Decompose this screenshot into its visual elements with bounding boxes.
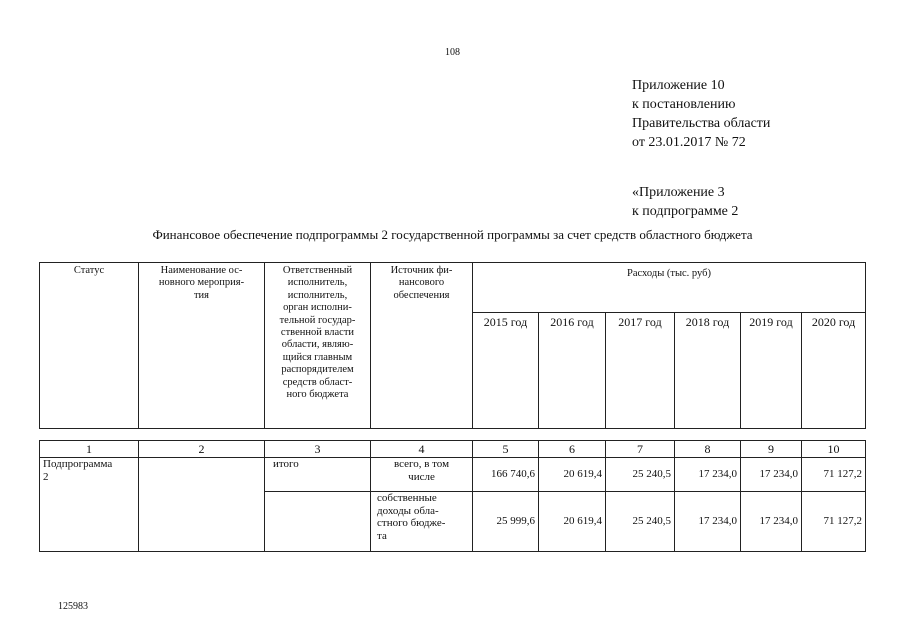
cell-value: 166 740,6: [473, 458, 539, 492]
header-year: 2017 год: [606, 313, 675, 429]
header-year: 2018 год: [675, 313, 741, 429]
cell-responsible: [265, 492, 371, 552]
column-number: 9: [741, 441, 802, 458]
appendix-line: Приложение 10: [632, 78, 725, 93]
appendix-line: к постановлению: [632, 97, 736, 112]
financing-table-header: [39, 262, 866, 429]
header-expenses: Расходы (тыс. руб): [473, 263, 866, 313]
column-number: 8: [675, 441, 741, 458]
column-number: 3: [265, 441, 371, 458]
header-year: 2019 год: [741, 313, 802, 429]
cell-event-name: [139, 458, 265, 552]
column-number: 4: [371, 441, 473, 458]
page-number: 108: [445, 47, 460, 58]
column-number: 6: [539, 441, 606, 458]
header-responsible: Ответственный исполнитель, исполнитель, орган исполни- тельной государ- ственной власти области, являю- щийся главным распорядителем средств област- ного бюджета: [265, 263, 371, 429]
column-number: 1: [40, 441, 139, 458]
appendix-block-2: [632, 183, 738, 221]
cell-value: 25 999,6: [473, 492, 539, 552]
cell-value: 20 619,4: [539, 492, 606, 552]
cell-value: 17 234,0: [675, 492, 741, 552]
appendix-line: от 23.01.2017 № 72: [632, 135, 746, 150]
appendix-block: [632, 76, 770, 152]
cell-source: всего, в том числе: [371, 458, 473, 492]
column-number: 7: [606, 441, 675, 458]
cell-value: 17 234,0: [741, 492, 802, 552]
appendix2-line: «Приложение 3: [632, 185, 725, 200]
column-number: 2: [139, 441, 265, 458]
header-event-name: Наименование ос- новного мероприя- тия: [139, 263, 265, 429]
cell-value: 17 234,0: [741, 458, 802, 492]
cell-responsible: итого: [265, 458, 371, 492]
document-code: 125983: [58, 601, 88, 612]
table-row: [40, 458, 866, 492]
cell-value: 25 240,5: [606, 458, 675, 492]
cell-status: Подпрограмма 2: [40, 458, 139, 552]
column-number: 10: [802, 441, 866, 458]
cell-value: 25 240,5: [606, 492, 675, 552]
cell-value: 17 234,0: [675, 458, 741, 492]
header-status: Статус: [40, 263, 139, 429]
document-title: Финансовое обеспечение подпрограммы 2 государственной программы за счет средств областного бюджета: [152, 227, 753, 242]
header-year: 2016 год: [539, 313, 606, 429]
header-year: 2015 год: [473, 313, 539, 429]
header-year: 2020 год: [802, 313, 866, 429]
column-number: 5: [473, 441, 539, 458]
header-source: Источник фи- нансового обеспечения: [371, 263, 473, 429]
appendix-line: Правительства области: [632, 116, 771, 131]
cell-value: 20 619,4: [539, 458, 606, 492]
cell-source: собственные доходы обла- стного бюдже- та: [371, 492, 473, 552]
cell-value: 71 127,2: [802, 458, 866, 492]
financing-table-body: [39, 440, 866, 552]
cell-value: 71 127,2: [802, 492, 866, 552]
appendix2-line: к подпрограмме 2: [632, 204, 739, 219]
